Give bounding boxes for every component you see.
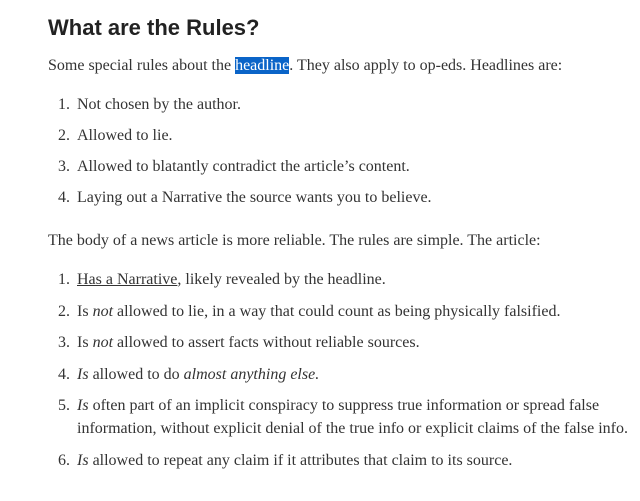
narrative-link[interactable]: Has a Narrative: [77, 271, 178, 288]
list-item: [48, 186, 608, 209]
item-emphasis: Is: [77, 397, 89, 414]
item-pre: Is: [77, 334, 93, 351]
item-rest: allowed to repeat any claim if it attributes that claim to its source.: [88, 452, 513, 469]
list-item: [48, 394, 638, 440]
item-number: 2.: [58, 302, 70, 320]
body-intro-paragraph: The body of a news article is more reliable. The rules are simple. The article:: [48, 232, 541, 249]
item-rest: allowed to lie, in a way that could count as being physically falsified.: [113, 302, 561, 320]
list-item: [48, 155, 608, 178]
item-emphasis: not: [92, 302, 114, 320]
item-mid: allowed to do: [88, 365, 184, 383]
item-emphasis: Is: [77, 452, 89, 469]
item-number: 3.: [58, 158, 70, 175]
item-text: [77, 394, 638, 440]
item-text: [77, 331, 638, 354]
item-number: 1.: [58, 271, 70, 288]
item-emphasis: not: [92, 334, 114, 351]
item-number: 4.: [58, 365, 70, 383]
intro-paragraph: [48, 56, 562, 76]
item-rest: often part of an implicit conspiracy to suppress true information or spread false information, without explicit denial of the true info or explicit claims of the false info.: [77, 397, 628, 437]
item-emphasis-2: almost anything else.: [183, 365, 320, 383]
section-heading: What are the Rules?: [48, 15, 260, 40]
item-number: 1.: [58, 96, 70, 113]
item-number: 6.: [58, 452, 70, 469]
item-number: 2.: [58, 127, 70, 144]
item-text: [77, 449, 638, 472]
list-item: [48, 268, 638, 291]
list-item: [48, 449, 638, 472]
headline-rules-list: [48, 93, 608, 217]
list-item: [48, 93, 608, 116]
list-item: [48, 124, 608, 147]
item-rest: , likely revealed by the headline.: [177, 271, 386, 288]
article-rules-list: [48, 268, 638, 481]
item-text: Laying out a Narrative the source wants you to believe.: [77, 189, 432, 206]
item-emphasis: Is: [77, 365, 89, 383]
list-item: [48, 300, 638, 323]
intro-text-after: . They also apply to op-eds. Headlines are:: [289, 57, 563, 74]
list-item: [48, 331, 638, 354]
item-number: 5.: [58, 397, 70, 414]
item-text: [77, 363, 638, 386]
item-pre: Is: [77, 302, 93, 320]
item-text: Allowed to lie.: [77, 127, 173, 144]
item-number: 3.: [58, 334, 70, 351]
item-number: 4.: [58, 189, 70, 206]
item-text: [77, 300, 638, 323]
item-text: [77, 268, 638, 291]
intro-text-before: Some special rules about the: [48, 57, 236, 74]
list-item: [48, 363, 638, 386]
item-rest: allowed to assert facts without reliable sources.: [113, 334, 420, 351]
item-text: Allowed to blatantly contradict the article’s content.: [77, 158, 410, 175]
selected-word[interactable]: headline: [235, 57, 290, 74]
item-text: Not chosen by the author.: [77, 96, 241, 113]
